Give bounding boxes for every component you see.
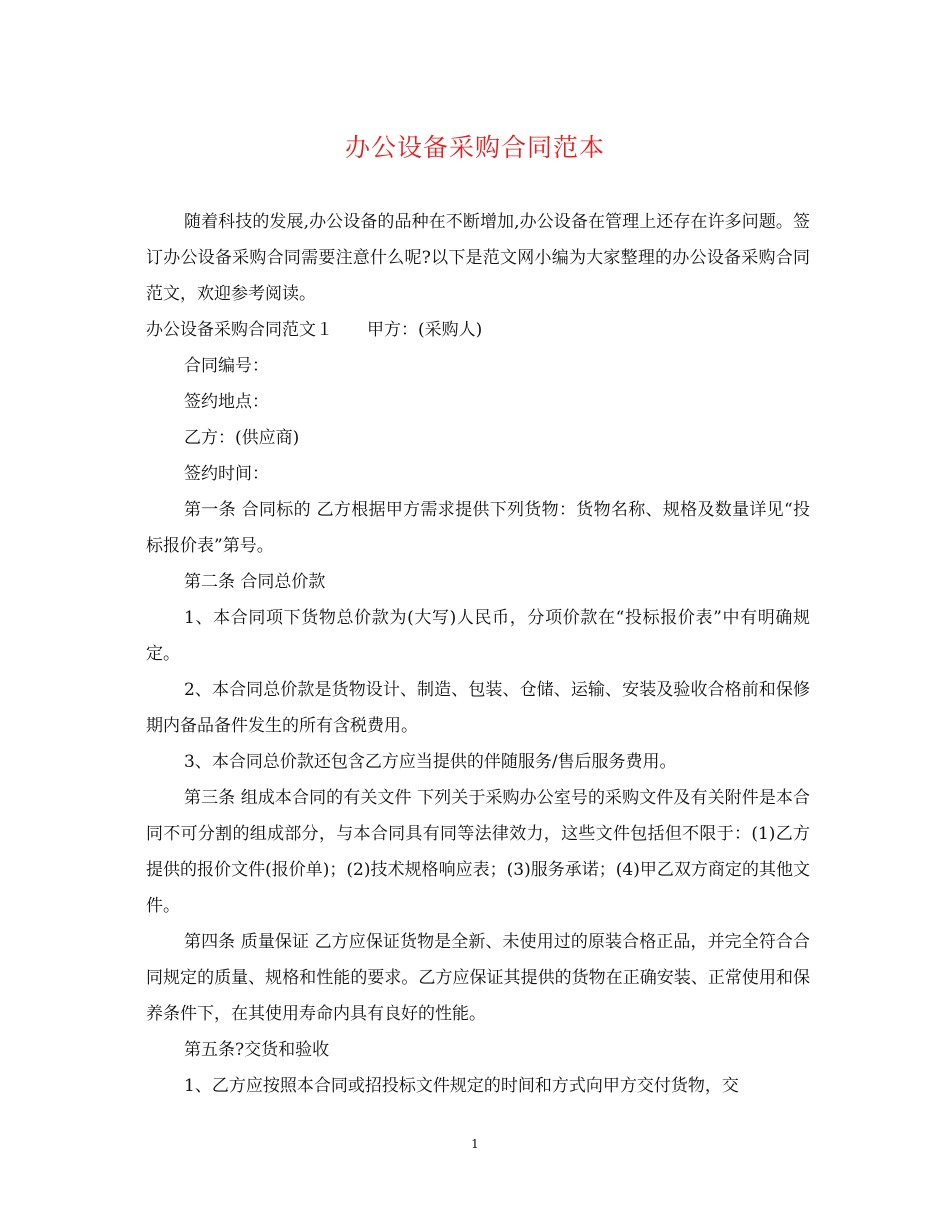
page-number: 1 (471, 1137, 479, 1151)
article-2-item-3: 3、本合同总价款还包含乙方应当提供的伴随服务/售后服务费用。 (184, 752, 677, 772)
sample-heading: 办公设备采购合同范文１ 甲方：(采购人) (146, 320, 483, 340)
contract-number-line: 合同编号： (184, 356, 269, 376)
signing-place-line: 签约地点： (184, 392, 269, 412)
article-3-paragraph: 第三条 组成本合同的有关文件 下列关于采购办公室号的采购文件及有关附件是本合同不可分割的组成部分，与本合同具有同等法律效力，这些文件包括但不限于：(1)乙方提供的报价文件(报价单)；(2)技术规格响应表；(3)服务承诺；(4)甲乙双方商定的其他文件。 (146, 788, 810, 916)
document-body (146, 204, 810, 1104)
article-2-heading: 第二条 合同总价款 (184, 572, 326, 592)
document-title: 办公设备采购合同范本 (344, 133, 605, 162)
article-5-heading: 第五条?交货和验收 (184, 1040, 330, 1060)
article-5-item-1: 1、乙方应按照本合同或招投标文件规定的时间和方式向甲方交付货物，交 (184, 1076, 739, 1096)
article-1-paragraph: 第一条 合同标的 乙方根据甲方需求提供下列货物：货物名称、规格及数量详见“投标报价表”第号。 (146, 500, 810, 556)
article-4-paragraph: 第四条 质量保证 乙方应保证货物是全新、未使用过的原装合格正品，并完全符合合同规定的质量、规格和性能的要求。乙方应保证其提供的货物在正确安装、正常使用和保养条件下，在其使用寿命内具有良好的性能。 (146, 932, 810, 1024)
intro-paragraph: 随着科技的发展,办公设备的品种在不断增加,办公设备在管理上还存在许多问题。签订办公设备采购合同需要注意什么呢?以下是范文网小编为大家整理的办公设备采购合同范文，欢迎参考阅读。 (146, 212, 810, 304)
article-2-item-2: 2、本合同总价款是货物设计、制造、包装、仓储、运输、安装及验收合格前和保修期内备品备件发生的所有含税费用。 (146, 680, 810, 736)
article-2-item-1: 1、本合同项下货物总价款为(大写)人民币，分项价款在“投标报价表”中有明确规定。 (146, 608, 810, 664)
party-b-line: 乙方：(供应商) (184, 428, 300, 448)
signing-time-line: 签约时间： (184, 464, 269, 484)
